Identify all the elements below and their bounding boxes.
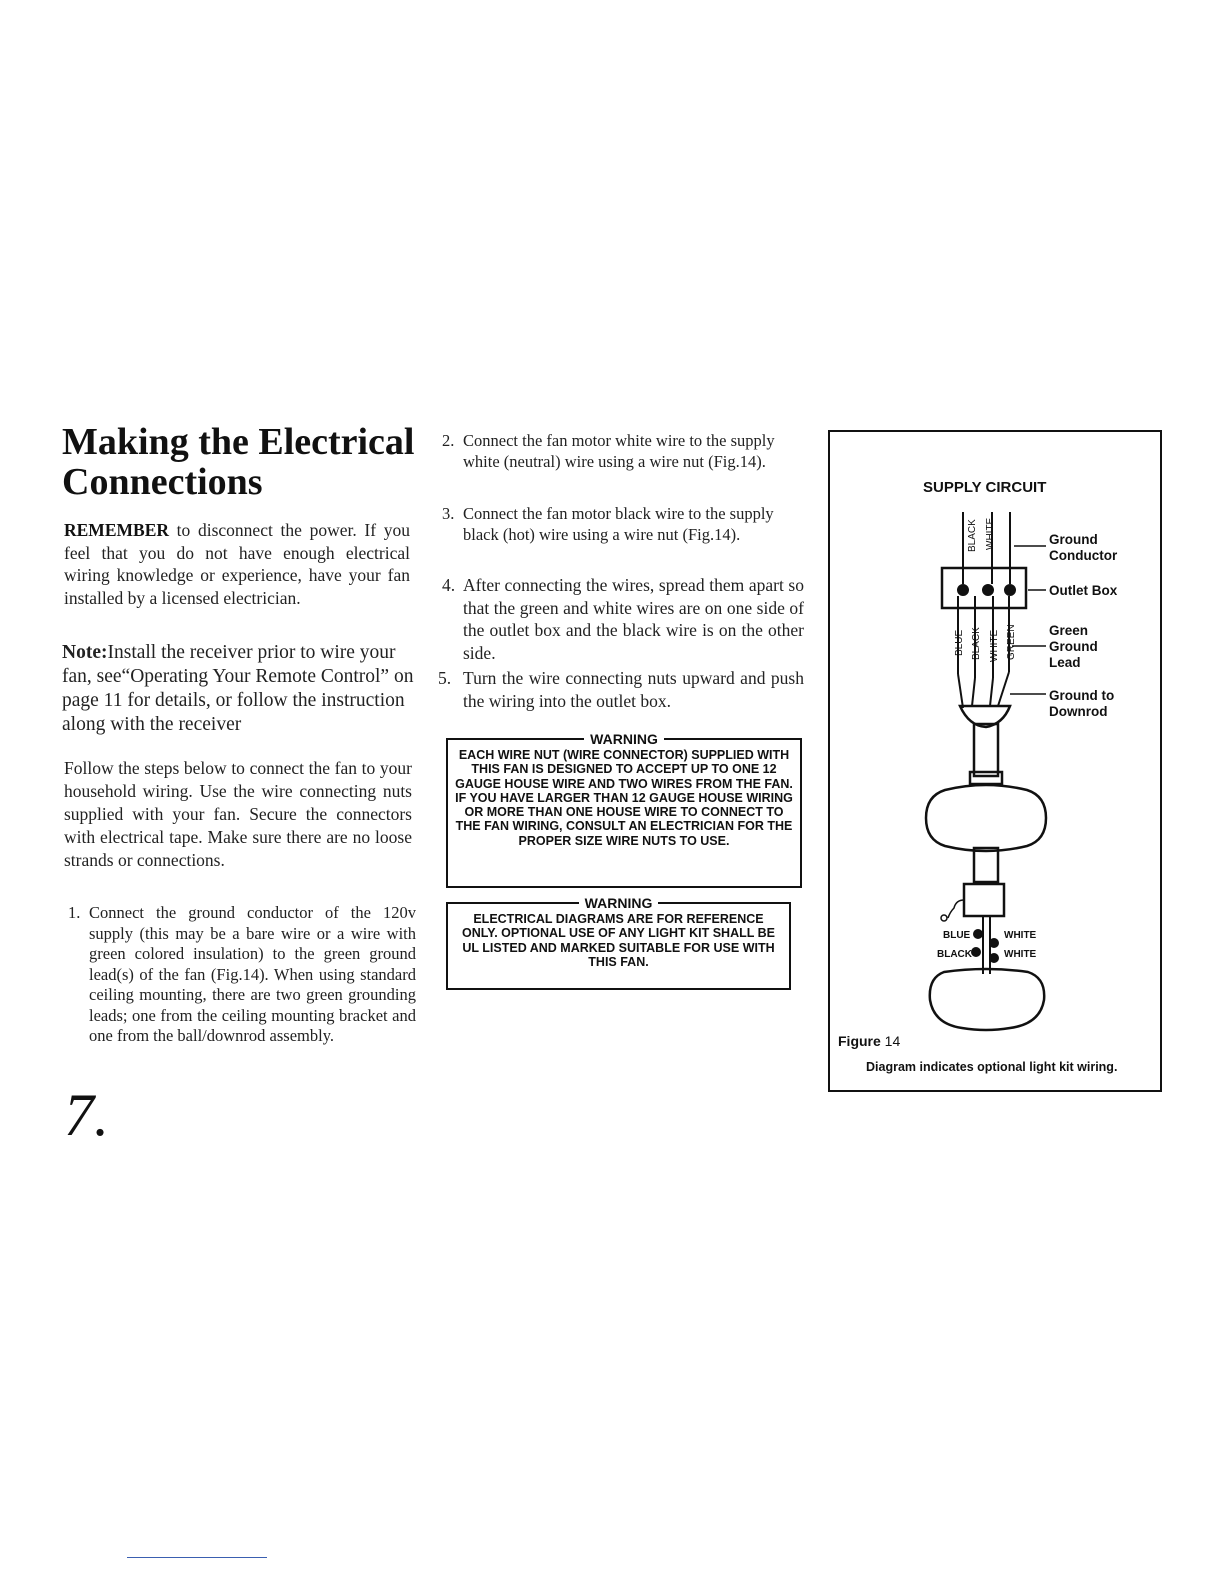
ground-to-downrod-callout-line1: Ground to: [1049, 688, 1115, 703]
step-2-text: Connect the fan motor white wire to the supply white (neutral) wire using a wire nut (Fig.14).: [463, 431, 775, 471]
green-ground-lead-callout-line3: Lead: [1049, 655, 1081, 670]
fan-wire-label-green: GREEN: [1006, 624, 1017, 660]
step-4-number: 4.: [442, 575, 456, 595]
ground-conductor-callout-line1: Ground: [1049, 532, 1098, 547]
supply-wire-label-black: BLACK: [967, 519, 978, 552]
step-1-number: 1.: [68, 903, 81, 922]
green-ground-lead-callout-line2: Ground: [1049, 639, 1098, 654]
outlet-box-callout: Outlet Box: [1049, 583, 1118, 598]
light-kit-wire-label-black: BLACK: [937, 949, 972, 960]
light-kit: [930, 969, 1044, 1030]
supply-wire-label-white: WHITE: [985, 517, 996, 550]
supply-circuit-title: SUPPLY CIRCUIT: [923, 479, 1047, 496]
warning-title: WARNING: [579, 895, 659, 911]
figure-label-word: Figure: [838, 1033, 881, 1049]
warning-title: WARNING: [584, 731, 664, 747]
warning-text: ELECTRICAL DIAGRAMS ARE FOR REFERENCE ONLY. OPTIONAL USE OF ANY LIGHT KIT SHALL BE UL LISTED AND MARKED SUITABLE FOR USE WITH THIS FAN.: [462, 912, 775, 969]
fan-wire-label-white: WHITE: [989, 629, 1000, 662]
step-3-text: Connect the fan motor black wire to the supply black (hot) wire using a wire nut (Fig.14).: [463, 504, 774, 544]
step-5-text: Turn the wire connecting nuts upward and push the wiring into the outlet box.: [463, 668, 804, 711]
downrod: [974, 724, 998, 776]
light-kit-wire-label-white-bottom: WHITE: [1004, 949, 1037, 960]
light-kit-wire-label-blue: BLUE: [943, 930, 971, 941]
ground-conductor-callout-line2: Conductor: [1049, 548, 1118, 563]
step-3-number: 3.: [442, 504, 455, 523]
warning-text: EACH WIRE NUT (WIRE CONNECTOR) SUPPLIED WITH THIS FAN IS DESIGNED TO ACCEPT UP TO ONE 12 GAUGE HOUSE WIRE AND TWO WIRES FROM THE FAN. IF YOU HAVE LARGER THAN 12 GAUGE HOUSE WIRING OR MORE THAN ONE HOUSE WIRE TO CONNECT TO THE FAN WIRING, CONSULT AN ELECTRICIAN FOR THE PROPER SIZE WIRE NUTS TO USE.: [455, 748, 793, 848]
figure-label-number: 14: [880, 1033, 901, 1049]
wire-nut: [958, 585, 968, 595]
wire-nut: [983, 585, 993, 595]
switch-housing: [964, 884, 1004, 916]
step-4-text: After connecting the wires, spread them apart so that the green and white wires are on one side of the outlet box and the black wire is on the other side.: [463, 575, 804, 663]
note-text: Install the receiver prior to wire your fan, see“Operating Your Remote Control” on page 11 for details, or follow the instruction along with the receiver: [62, 642, 414, 735]
figure-label: [838, 1033, 900, 1049]
title-line-1: Making the Electrical: [62, 421, 415, 463]
wire-nut: [1005, 585, 1015, 595]
remember-lead: REMEMBER: [64, 520, 169, 540]
step-2-number: 2.: [442, 431, 455, 450]
fan-wire-label-black: BLACK: [971, 627, 982, 660]
step-5-number: 5.: [438, 668, 452, 688]
fan-wire-label-blue: BLUE: [954, 629, 965, 656]
follow-paragraph: Follow the steps below to connect the fan to your household wiring. Use the wire connecting nuts supplied with your fan. Secure the connectors with electrical tape. Make sure there are no loose strands or connections.: [64, 758, 412, 870]
title-line-2: Connections: [62, 461, 263, 503]
step-1-text: Connect the ground conductor of the 120v supply (this may be a bare wire or a wire with green colored insulation) to the green ground lead(s) of the fan (Fig.14). When using standard ceiling mounting, there are two green grounding leads; one from the ceiling mounting bracket and one from the ball/downrod assembly.: [89, 903, 416, 1045]
remember-text: to disconnect the power. If you feel that you do not have enough electrical wiring knowledge or experience, have your fan installed by a licensed electrician.: [64, 520, 410, 608]
figure-caption: Diagram indicates optional light kit wiring.: [866, 1060, 1118, 1074]
ground-to-downrod-callout-line2: Downrod: [1049, 704, 1108, 719]
green-ground-lead-callout-line1: Green: [1049, 623, 1089, 638]
page-number: 7.: [64, 1082, 109, 1148]
note-lead: Note:: [62, 642, 108, 663]
light-kit-wire-label-white-top: WHITE: [1004, 930, 1037, 941]
fan-motor-housing: [926, 785, 1046, 851]
